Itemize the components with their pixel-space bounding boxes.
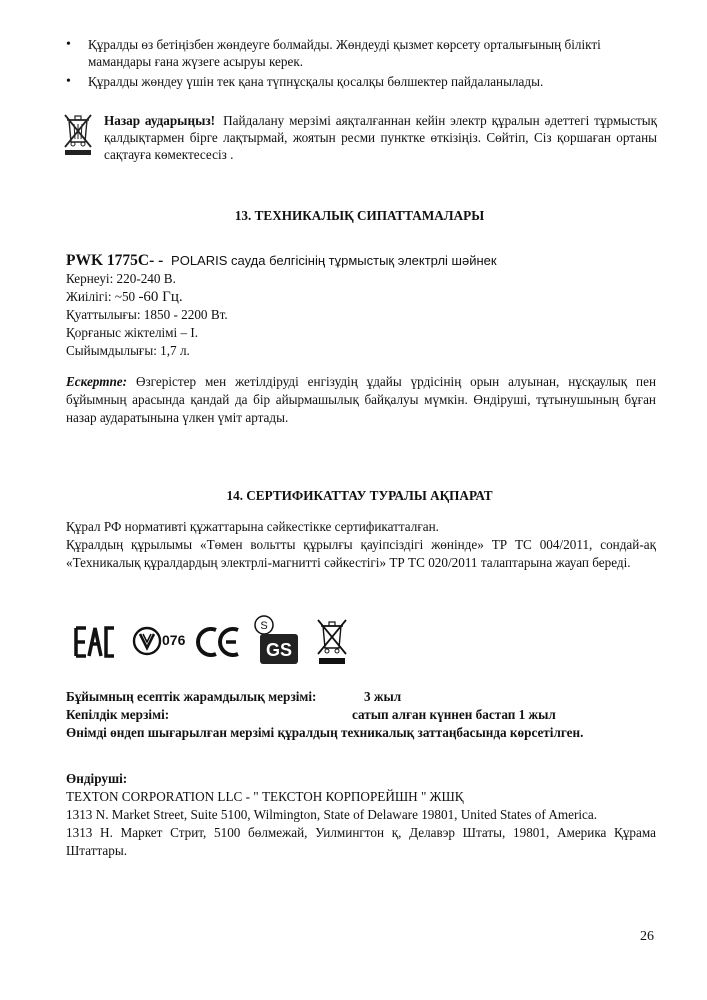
spec-frequency — [66, 288, 656, 306]
weee-bin-icon — [314, 616, 350, 666]
cert-line-2: Құралдың құрылымы «Төмен вольтты құрылғы қауіпсіздігі жөнінде» ТР ТС 004/2011, сондай-ақ «Техникалық құралдардың электрлі-магнитті сәйкестігі» ТР ТС 020/2011 талаптарына жауап береді. — [66, 537, 656, 570]
manufacturer-address-en: 1313 N. Market Street, Suite 5100, Wilmington, State of Delaware 19801, United States of America. — [66, 807, 598, 822]
rohs-mark-icon — [132, 624, 162, 658]
section-13-title: 13. ТЕХНИКАЛЫҚ СИПАТТАМАЛАРЫ — [234, 208, 485, 223]
section-14-title: 14. СЕРТИФИКАТТАУ ТУРАЛЫ АҚПАРАТ — [226, 488, 493, 503]
manufacturer-info — [66, 770, 656, 860]
note-text: Өзгерістер мен жетілдіруді енгізудің ұдайы үрдісінің орын алуынан, нұсқаулық пен бұйымның арасында қандай да бір айырмашылық байқалуы мүмкін. Өндіруші, тұтынушының бұған назар аударатынына үлкен үміт артады. — [66, 374, 657, 425]
certification-logos — [74, 614, 394, 668]
certification-text — [66, 518, 656, 572]
crossed-bin-icon — [62, 112, 94, 156]
spec-note — [66, 373, 656, 427]
eac-mark-icon — [74, 626, 118, 658]
manufacturer-name: TEXTON CORPORATION LLC - " ТЕКСТОН КОРПОРЕЙШН " ЖШҚ — [66, 789, 464, 804]
gs-label: GS — [265, 640, 293, 660]
spec-voltage: Кернеуі: 220-240 В. — [66, 271, 176, 286]
freq-label: Жиілігі: ~50 — [66, 289, 136, 304]
note-label: Ескертпе: — [66, 374, 128, 389]
model-number: PWK 1775C — [66, 252, 150, 269]
rohs-code: 076 — [162, 632, 186, 648]
guarantee-label: Кепілдік мерзімі: — [66, 707, 170, 722]
brand-description: POLARIS сауда белгісінің тұрмыстық электрлі шәйнек — [171, 253, 497, 268]
safety-bullets — [62, 36, 657, 93]
s-mark-label: S — [260, 620, 268, 632]
page-number: 26 — [640, 929, 654, 944]
spec-power: Қуаттылығы: 1850 - 2200 Вт. — [66, 307, 228, 322]
model-line — [66, 252, 656, 270]
guarantee-value: сатып алған күннен бастап 1 жыл — [352, 707, 556, 722]
manufacturer-title: Өндіруші: — [66, 771, 128, 786]
bullet-item: • Құралды өз бетіңізбен жөндеуге болмайды. Жөндеуді қызмет көрсету орталығының білікті мамандары ғана жүзеге асыруы керек. — [62, 36, 657, 70]
ce-mark-icon — [196, 626, 242, 658]
bullet-item: • Құралды жөндеу үшін тек қана түпнұсқалы қосалқы бөлшектер пайдаланылады. — [62, 73, 657, 90]
guarantee-row — [66, 706, 656, 724]
service-life-label: Бұйымның есептік жарамдылық мерзімі: — [66, 689, 317, 704]
spec-protection: Қорғаныс жіктелімі – I. — [66, 325, 199, 340]
freq-value: -60 Гц. — [138, 289, 183, 305]
spec-capacity: Сыйымдылығы: 1,7 л. — [66, 343, 190, 358]
production-note: Өнімді өндеп шығарылған мерзімі құралдың техникалық заттаңбасында көрсетілген. — [66, 725, 584, 740]
service-life-row — [66, 688, 656, 706]
notice-lead: Назар аударыңыз! — [104, 113, 216, 128]
eac-label: EAC — [96, 624, 98, 625]
cert-line-1: Құрал РФ нормативті құжаттарына сәйкестікке сертификатталған. — [66, 519, 439, 534]
notice-text — [104, 112, 657, 163]
tech-specs — [66, 252, 656, 360]
warranty-info — [66, 688, 656, 742]
manufacturer-address-kz: 1313 Н. Маркет Стрит, 5100 бөлмежай, Уилмингтон қ, Делавэр Штаты, 19801, Америка Құрама Штаттары. — [66, 825, 656, 858]
model-suffix: - - — [149, 252, 164, 269]
disposal-notice — [62, 112, 657, 164]
service-life-value: 3 жыл — [364, 689, 402, 704]
gs-mark-icon — [252, 614, 302, 668]
notice-body: Пайдалану мерзімі аяқталғаннан кейін электр құралын әдеттегі тұрмыстық қалдықтармен бірге лақтырмай, жоятын ресми пунктке өткізіңіз. Сөйтіп, Сіз қоршаған ортаны сақтауға көмектесесіз . — [104, 113, 657, 162]
